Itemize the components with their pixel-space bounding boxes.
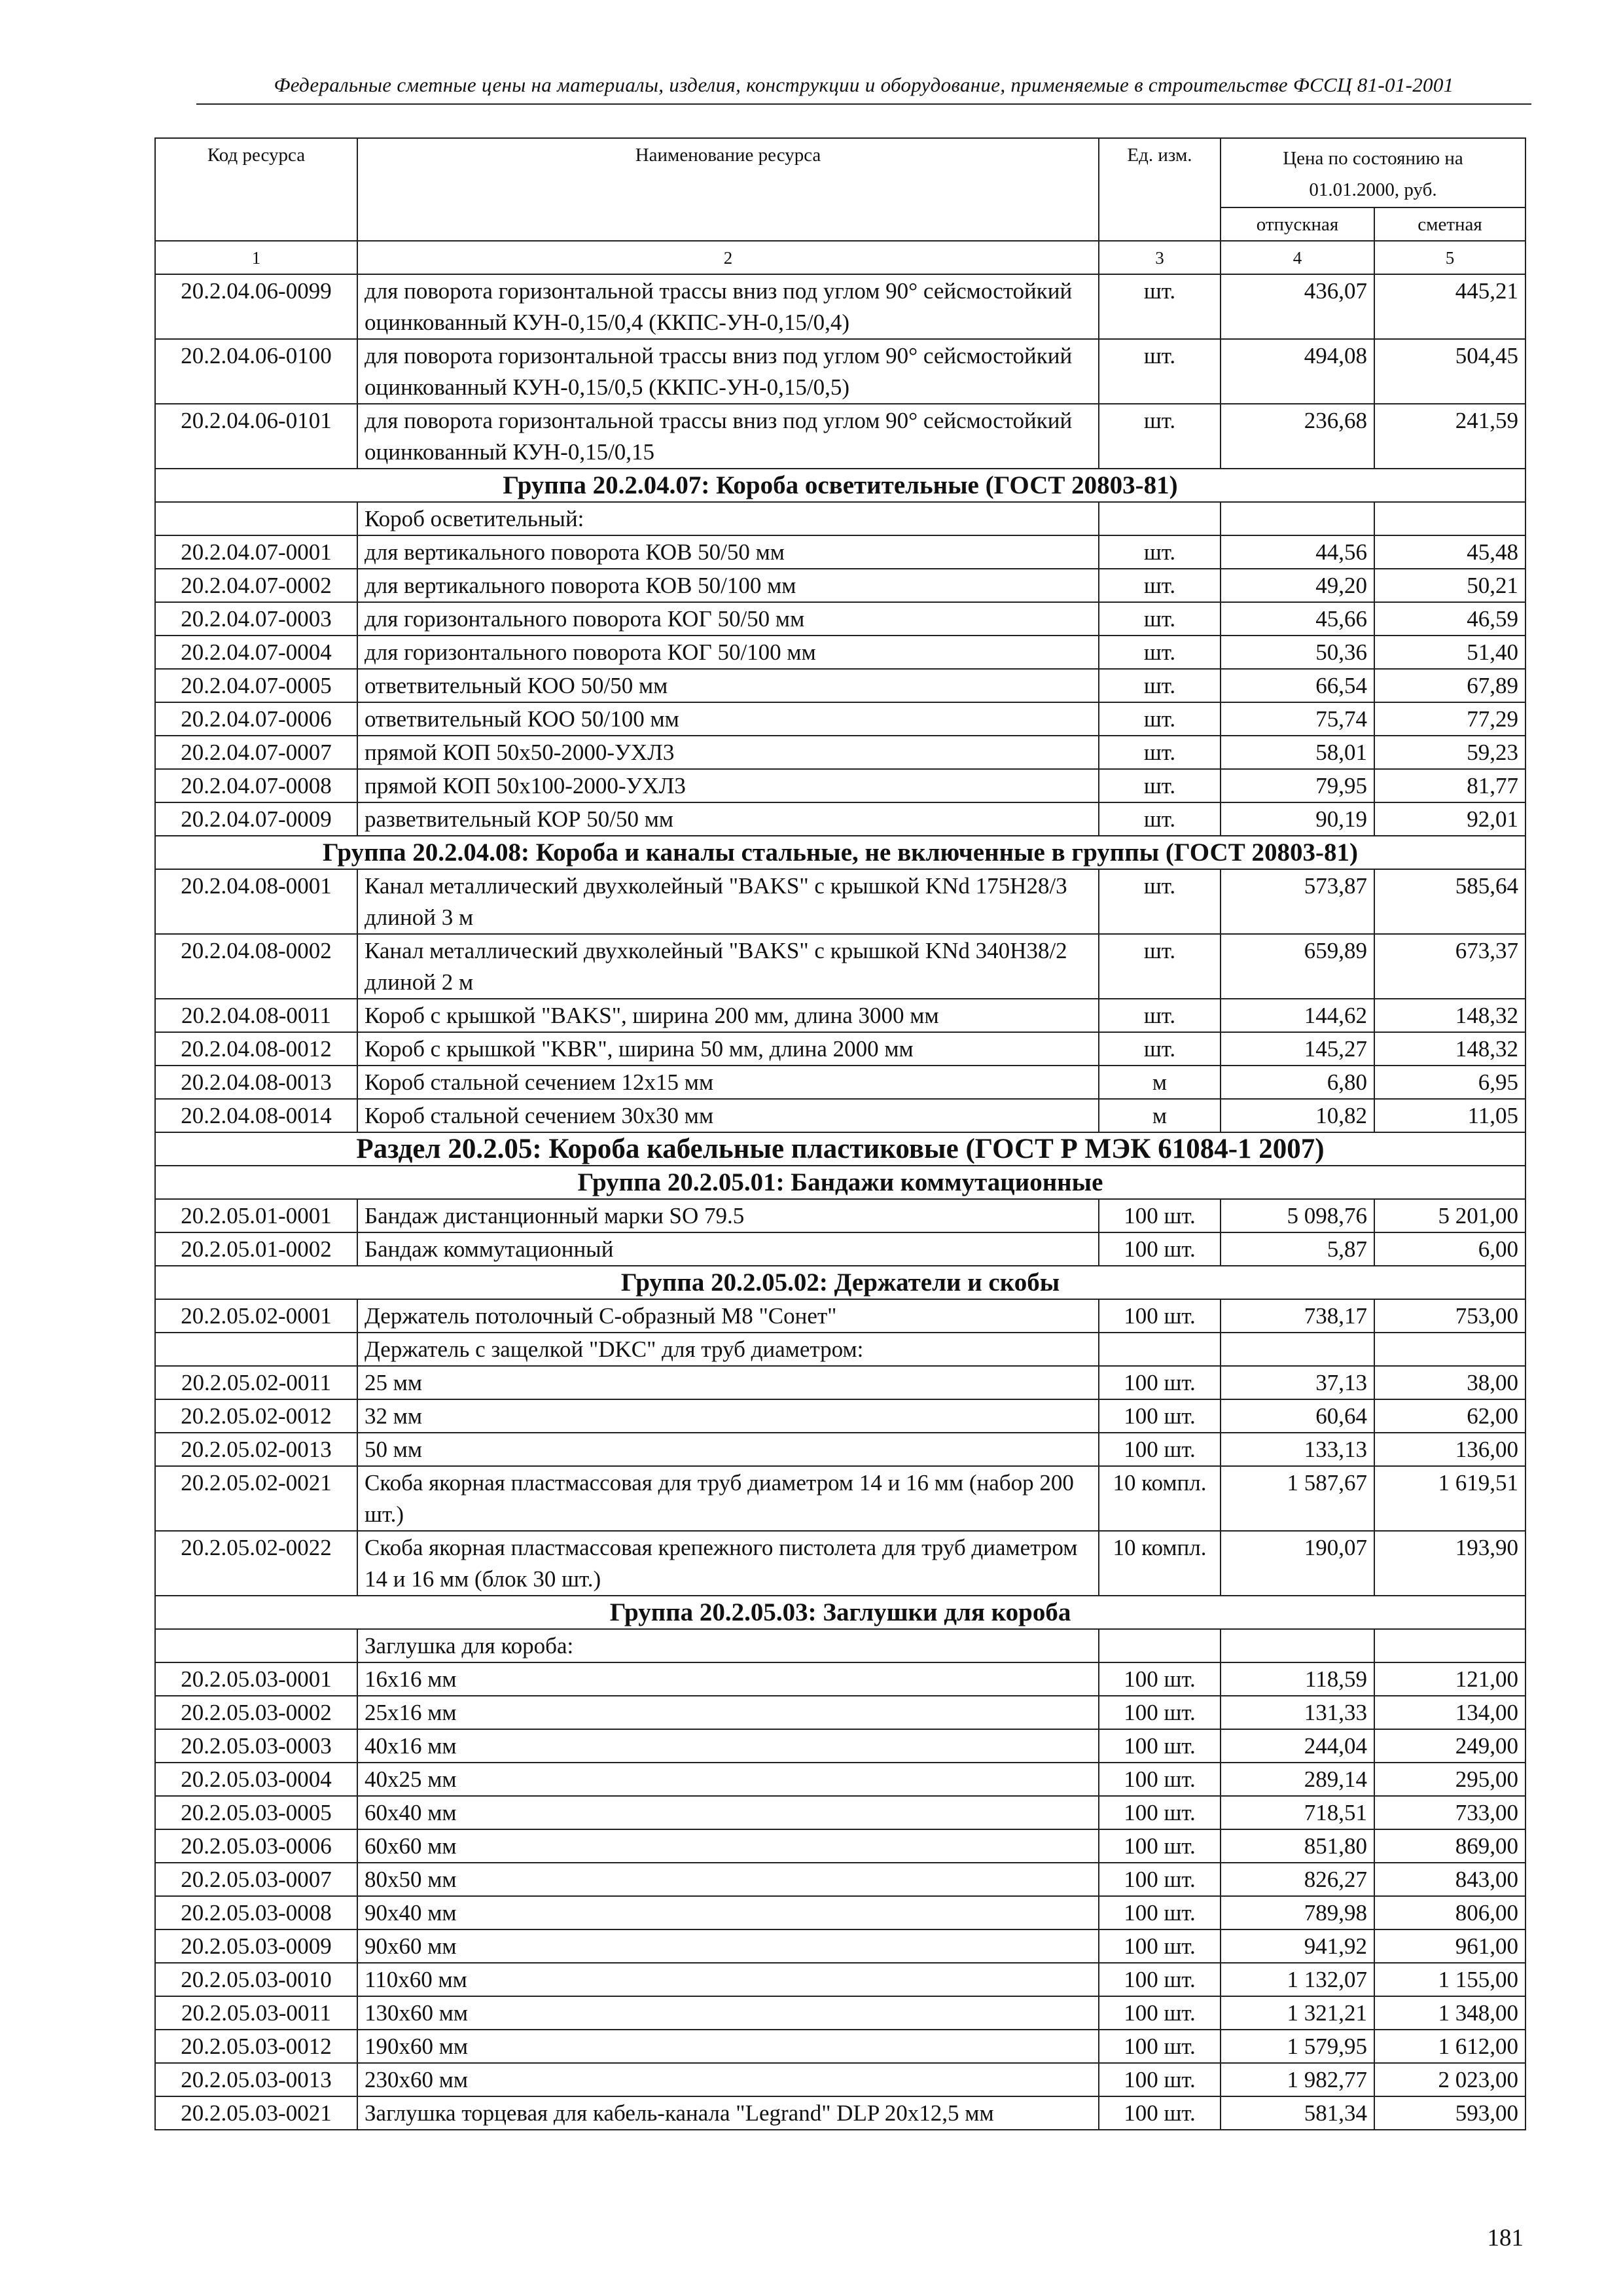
resource-code: 20.2.05.02-0012 bbox=[155, 1399, 357, 1433]
resource-name: Заглушка торцевая для кабель-канала "Legrand" DLP 20х12,5 мм bbox=[357, 2096, 1099, 2130]
release-price: 581,34 bbox=[1221, 2096, 1374, 2130]
group-heading-row bbox=[155, 1596, 1525, 1629]
table-row bbox=[155, 2063, 1525, 2096]
release-price: 436,07 bbox=[1221, 274, 1374, 339]
table-row bbox=[155, 1796, 1525, 1829]
unit-of-measure: 100 шт. bbox=[1099, 1929, 1221, 1963]
unit-of-measure: 100 шт. bbox=[1099, 1433, 1221, 1466]
resource-code: 20.2.04.08-0012 bbox=[155, 1032, 357, 1066]
resource-code: 20.2.05.03-0010 bbox=[155, 1963, 357, 1996]
estimate-price: 961,00 bbox=[1374, 1929, 1525, 1963]
subheading-code-cell bbox=[155, 502, 357, 535]
resource-name: 190х60 мм bbox=[357, 2030, 1099, 2063]
release-price: 1 579,95 bbox=[1221, 2030, 1374, 2063]
col-header-name: Наименование ресурса bbox=[357, 138, 1099, 241]
resource-name: 80х50 мм bbox=[357, 1863, 1099, 1896]
resource-name: для горизонтального поворота КОГ 50/100 мм bbox=[357, 636, 1099, 669]
unit-of-measure: 100 шт. bbox=[1099, 1896, 1221, 1929]
resource-name: для поворота горизонтальной трассы вниз под углом 90° сейсмостойкий оцинкованный КУН-0,15/0,4 (ККПС-УН-0,15/0,4) bbox=[357, 274, 1099, 339]
estimate-price: 673,37 bbox=[1374, 934, 1525, 999]
estimate-price: 45,48 bbox=[1374, 535, 1525, 569]
unit-of-measure: м bbox=[1099, 1099, 1221, 1132]
release-price: 738,17 bbox=[1221, 1299, 1374, 1333]
table-row bbox=[155, 1729, 1525, 1763]
release-price: 289,14 bbox=[1221, 1763, 1374, 1796]
table-row bbox=[155, 1531, 1525, 1596]
table-row bbox=[155, 1696, 1525, 1729]
unit-of-measure: 100 шт. bbox=[1099, 1366, 1221, 1399]
release-price: 190,07 bbox=[1221, 1531, 1374, 1596]
table-row bbox=[155, 1963, 1525, 1996]
table-row bbox=[155, 1662, 1525, 1696]
group-heading-row bbox=[155, 469, 1525, 502]
release-price: 133,13 bbox=[1221, 1433, 1374, 1466]
resource-code: 20.2.04.07-0008 bbox=[155, 769, 357, 802]
table-row bbox=[155, 1996, 1525, 2030]
estimate-price: 5 201,00 bbox=[1374, 1199, 1525, 1232]
subheading-row bbox=[155, 1629, 1525, 1662]
subheading-label: Заглушка для короба: bbox=[357, 1629, 1099, 1662]
subheading-code-cell bbox=[155, 1333, 357, 1366]
table-row bbox=[155, 736, 1525, 769]
col-header-estimate: сметная bbox=[1374, 207, 1525, 241]
unit-of-measure: шт. bbox=[1099, 535, 1221, 569]
resource-name: для горизонтального поворота КОГ 50/50 мм bbox=[357, 602, 1099, 636]
table-row bbox=[155, 2096, 1525, 2130]
resource-name: Бандаж коммутационный bbox=[357, 1232, 1099, 1266]
estimate-price: 753,00 bbox=[1374, 1299, 1525, 1333]
resource-name: 90х60 мм bbox=[357, 1929, 1099, 1963]
release-price: 1 587,67 bbox=[1221, 1466, 1374, 1531]
release-price: 45,66 bbox=[1221, 602, 1374, 636]
release-price: 58,01 bbox=[1221, 736, 1374, 769]
col-number: 4 bbox=[1221, 241, 1374, 274]
unit-of-measure: шт. bbox=[1099, 569, 1221, 602]
table-row bbox=[155, 999, 1525, 1032]
resource-code: 20.2.04.08-0014 bbox=[155, 1099, 357, 1132]
page-number: 181 bbox=[1487, 2225, 1524, 2251]
resource-name: 90х40 мм bbox=[357, 1896, 1099, 1929]
column-number-row bbox=[155, 241, 1525, 274]
release-price: 10,82 bbox=[1221, 1099, 1374, 1132]
release-price: 66,54 bbox=[1221, 669, 1374, 702]
unit-of-measure: шт. bbox=[1099, 934, 1221, 999]
table-row bbox=[155, 2030, 1525, 2063]
unit-of-measure: шт. bbox=[1099, 669, 1221, 702]
table-row bbox=[155, 535, 1525, 569]
estimate-price: 445,21 bbox=[1374, 274, 1525, 339]
resource-name: Канал металлический двухколейный "BAKS" с крышкой KNd 340H38/2 длиной 2 м bbox=[357, 934, 1099, 999]
table-row bbox=[155, 1032, 1525, 1066]
resource-name: Держатель потолочный С-образный М8 "Сонет" bbox=[357, 1299, 1099, 1333]
resource-code: 20.2.04.08-0001 bbox=[155, 869, 357, 934]
release-price: 244,04 bbox=[1221, 1729, 1374, 1763]
release-price: 60,64 bbox=[1221, 1399, 1374, 1433]
resource-code: 20.2.05.03-0013 bbox=[155, 2063, 357, 2096]
subheading-release-cell bbox=[1221, 1629, 1374, 1662]
estimate-price: 806,00 bbox=[1374, 1896, 1525, 1929]
table-row bbox=[155, 1399, 1525, 1433]
resource-code: 20.2.05.03-0004 bbox=[155, 1763, 357, 1796]
resource-code: 20.2.05.03-0009 bbox=[155, 1929, 357, 1963]
group-heading: Группа 20.2.05.03: Заглушки для короба bbox=[155, 1596, 1525, 1629]
unit-of-measure: шт. bbox=[1099, 339, 1221, 404]
resource-name: Скоба якорная пластмассовая крепежного пистолета для труб диаметром 14 и 16 мм (блок 30 шт.) bbox=[357, 1531, 1099, 1596]
resource-name: Канал металлический двухколейный "BAKS" с крышкой KNd 175H28/3 длиной 3 м bbox=[357, 869, 1099, 934]
resource-code: 20.2.05.03-0003 bbox=[155, 1729, 357, 1763]
table-row bbox=[155, 802, 1525, 836]
col-header-code: Код ресурса bbox=[155, 138, 357, 241]
unit-of-measure: 100 шт. bbox=[1099, 1763, 1221, 1796]
group-heading-row bbox=[155, 1266, 1525, 1299]
estimate-price: 51,40 bbox=[1374, 636, 1525, 669]
estimate-price: 869,00 bbox=[1374, 1829, 1525, 1863]
resource-code: 20.2.05.03-0006 bbox=[155, 1829, 357, 1863]
table-row bbox=[155, 1099, 1525, 1132]
release-price: 75,74 bbox=[1221, 702, 1374, 736]
resource-code: 20.2.05.02-0011 bbox=[155, 1366, 357, 1399]
table-row bbox=[155, 1433, 1525, 1466]
unit-of-measure: 100 шт. bbox=[1099, 1299, 1221, 1333]
subheading-release-cell bbox=[1221, 502, 1374, 535]
table-row bbox=[155, 274, 1525, 339]
col-number: 2 bbox=[357, 241, 1099, 274]
estimate-price: 504,45 bbox=[1374, 339, 1525, 404]
resource-name: 130х60 мм bbox=[357, 1996, 1099, 2030]
release-price: 1 321,21 bbox=[1221, 1996, 1374, 2030]
resource-code: 20.2.04.07-0009 bbox=[155, 802, 357, 836]
resource-code: 20.2.04.06-0099 bbox=[155, 274, 357, 339]
resource-name: для поворота горизонтальной трассы вниз под углом 90° сейсмостойкий оцинкованный КУН-0,15/0,15 bbox=[357, 404, 1099, 469]
resource-name: 60х40 мм bbox=[357, 1796, 1099, 1829]
resource-name: для вертикального поворота КОВ 50/100 мм bbox=[357, 569, 1099, 602]
table-row bbox=[155, 934, 1525, 999]
unit-of-measure: шт. bbox=[1099, 602, 1221, 636]
resource-code: 20.2.05.03-0005 bbox=[155, 1796, 357, 1829]
estimate-price: 121,00 bbox=[1374, 1662, 1525, 1696]
group-heading-row bbox=[155, 836, 1525, 869]
estimate-price: 1 348,00 bbox=[1374, 1996, 1525, 2030]
unit-of-measure: м bbox=[1099, 1066, 1221, 1099]
resource-code: 20.2.04.08-0011 bbox=[155, 999, 357, 1032]
estimate-price: 843,00 bbox=[1374, 1863, 1525, 1896]
estimate-price: 1 155,00 bbox=[1374, 1963, 1525, 1996]
table-row bbox=[155, 1929, 1525, 1963]
resource-name: Короб стальной сечением 30х30 мм bbox=[357, 1099, 1099, 1132]
release-price: 718,51 bbox=[1221, 1796, 1374, 1829]
resource-name: 110х60 мм bbox=[357, 1963, 1099, 1996]
table-row bbox=[155, 1066, 1525, 1099]
resource-code: 20.2.04.07-0007 bbox=[155, 736, 357, 769]
unit-of-measure: 100 шт. bbox=[1099, 1696, 1221, 1729]
resource-name: разветвительный КОР 50/50 мм bbox=[357, 802, 1099, 836]
estimate-price: 148,32 bbox=[1374, 999, 1525, 1032]
release-price: 79,95 bbox=[1221, 769, 1374, 802]
release-price: 573,87 bbox=[1221, 869, 1374, 934]
resource-code: 20.2.04.06-0101 bbox=[155, 404, 357, 469]
resource-name: 40х25 мм bbox=[357, 1763, 1099, 1796]
resource-code: 20.2.04.07-0001 bbox=[155, 535, 357, 569]
resource-code: 20.2.04.06-0100 bbox=[155, 339, 357, 404]
group-heading: Группа 20.2.05.02: Держатели и скобы bbox=[155, 1266, 1525, 1299]
unit-of-measure: 100 шт. bbox=[1099, 1796, 1221, 1829]
col-number: 3 bbox=[1099, 241, 1221, 274]
estimate-price: 295,00 bbox=[1374, 1763, 1525, 1796]
unit-of-measure: шт. bbox=[1099, 769, 1221, 802]
unit-of-measure: 100 шт. bbox=[1099, 1232, 1221, 1266]
resource-name: 16х16 мм bbox=[357, 1662, 1099, 1696]
subheading-release-cell bbox=[1221, 1333, 1374, 1366]
section-heading: Раздел 20.2.05: Короба кабельные пластиковые (ГОСТ Р МЭК 61084-1 2007) bbox=[155, 1132, 1525, 1166]
resource-code: 20.2.05.03-0002 bbox=[155, 1696, 357, 1729]
resource-code: 20.2.05.01-0002 bbox=[155, 1232, 357, 1266]
resource-code: 20.2.04.07-0005 bbox=[155, 669, 357, 702]
unit-of-measure: шт. bbox=[1099, 404, 1221, 469]
estimate-price: 81,77 bbox=[1374, 769, 1525, 802]
header-rule bbox=[196, 103, 1531, 105]
subheading-row bbox=[155, 502, 1525, 535]
table-row bbox=[155, 769, 1525, 802]
table-row bbox=[155, 1763, 1525, 1796]
resource-code: 20.2.04.07-0004 bbox=[155, 636, 357, 669]
unit-of-measure: 100 шт. bbox=[1099, 1399, 1221, 1433]
estimate-price: 241,59 bbox=[1374, 404, 1525, 469]
resource-name: прямой КОП 50х50-2000-УХЛ3 bbox=[357, 736, 1099, 769]
resource-name: Короб стальной сечением 12х15 мм bbox=[357, 1066, 1099, 1099]
release-price: 851,80 bbox=[1221, 1829, 1374, 1863]
resource-code: 20.2.05.02-0001 bbox=[155, 1299, 357, 1333]
estimate-price: 249,00 bbox=[1374, 1729, 1525, 1763]
resource-name: 230х60 мм bbox=[357, 2063, 1099, 2096]
table-row bbox=[155, 1199, 1525, 1232]
resource-code: 20.2.05.03-0011 bbox=[155, 1996, 357, 2030]
resource-code: 20.2.05.02-0013 bbox=[155, 1433, 357, 1466]
resource-code: 20.2.05.03-0012 bbox=[155, 2030, 357, 2063]
table-body bbox=[155, 274, 1525, 2130]
unit-of-measure: 100 шт. bbox=[1099, 2030, 1221, 2063]
unit-of-measure: шт. bbox=[1099, 1032, 1221, 1066]
unit-of-measure: 100 шт. bbox=[1099, 1729, 1221, 1763]
group-heading: Группа 20.2.04.07: Короба осветительные (ГОСТ 20803-81) bbox=[155, 469, 1525, 502]
resource-name: 50 мм bbox=[357, 1433, 1099, 1466]
unit-of-measure: 100 шт. bbox=[1099, 1199, 1221, 1232]
release-price: 789,98 bbox=[1221, 1896, 1374, 1929]
release-price: 90,19 bbox=[1221, 802, 1374, 836]
estimate-price: 193,90 bbox=[1374, 1531, 1525, 1596]
table-row bbox=[155, 1366, 1525, 1399]
resource-code: 20.2.04.07-0006 bbox=[155, 702, 357, 736]
release-price: 37,13 bbox=[1221, 1366, 1374, 1399]
resource-code: 20.2.04.07-0003 bbox=[155, 602, 357, 636]
release-price: 49,20 bbox=[1221, 569, 1374, 602]
estimate-price: 733,00 bbox=[1374, 1796, 1525, 1829]
running-header: Федеральные сметные цены на материалы, изделия, конструкции и оборудование, применяемые в строительстве ФССЦ 81-01-2001 bbox=[274, 73, 1454, 96]
estimate-price: 1 612,00 bbox=[1374, 2030, 1525, 2063]
table-row bbox=[155, 869, 1525, 934]
unit-of-measure: шт. bbox=[1099, 274, 1221, 339]
unit-of-measure: шт. bbox=[1099, 702, 1221, 736]
unit-of-measure: шт. bbox=[1099, 736, 1221, 769]
release-price: 494,08 bbox=[1221, 339, 1374, 404]
table-row bbox=[155, 339, 1525, 404]
estimate-price: 50,21 bbox=[1374, 569, 1525, 602]
resource-name: Бандаж дистанционный марки SO 79.5 bbox=[357, 1199, 1099, 1232]
unit-of-measure: 10 компл. bbox=[1099, 1531, 1221, 1596]
subheading-unit-cell bbox=[1099, 1333, 1221, 1366]
subheading-estimate-cell bbox=[1374, 1333, 1525, 1366]
estimate-price: 593,00 bbox=[1374, 2096, 1525, 2130]
resource-name: для вертикального поворота КОВ 50/50 мм bbox=[357, 535, 1099, 569]
table-row bbox=[155, 1232, 1525, 1266]
resource-name: ответвительный КОО 50/100 мм bbox=[357, 702, 1099, 736]
release-price: 118,59 bbox=[1221, 1662, 1374, 1696]
col-header-release: отпускная bbox=[1221, 207, 1374, 241]
col-header-unit: Ед. изм. bbox=[1099, 138, 1221, 241]
release-price: 941,92 bbox=[1221, 1929, 1374, 1963]
table-row bbox=[155, 1299, 1525, 1333]
resource-name: Скоба якорная пластмассовая для труб диаметром 14 и 16 мм (набор 200 шт.) bbox=[357, 1466, 1099, 1531]
unit-of-measure: 100 шт. bbox=[1099, 1963, 1221, 1996]
estimate-price: 134,00 bbox=[1374, 1696, 1525, 1729]
estimate-price: 11,05 bbox=[1374, 1099, 1525, 1132]
resource-name: Короб с крышкой "KBR", ширина 50 мм, длина 2000 мм bbox=[357, 1032, 1099, 1066]
unit-of-measure: 100 шт. bbox=[1099, 1996, 1221, 2030]
table-row bbox=[155, 1896, 1525, 1929]
estimate-price: 6,00 bbox=[1374, 1232, 1525, 1266]
estimate-price: 92,01 bbox=[1374, 802, 1525, 836]
col-number: 1 bbox=[155, 241, 357, 274]
release-price: 659,89 bbox=[1221, 934, 1374, 999]
table-row bbox=[155, 569, 1525, 602]
unit-of-measure: 100 шт. bbox=[1099, 2096, 1221, 2130]
table-row bbox=[155, 636, 1525, 669]
resource-name: 25 мм bbox=[357, 1366, 1099, 1399]
estimate-price: 2 023,00 bbox=[1374, 2063, 1525, 2096]
estimate-price: 6,95 bbox=[1374, 1066, 1525, 1099]
group-heading: Группа 20.2.04.08: Короба и каналы стальные, не включенные в группы (ГОСТ 20803-81) bbox=[155, 836, 1525, 869]
group-heading-row bbox=[155, 1166, 1525, 1199]
release-price: 5,87 bbox=[1221, 1232, 1374, 1266]
release-price: 50,36 bbox=[1221, 636, 1374, 669]
table-row bbox=[155, 404, 1525, 469]
unit-of-measure: шт. bbox=[1099, 802, 1221, 836]
release-price: 144,62 bbox=[1221, 999, 1374, 1032]
subheading-label: Держатель с защелкой "DKC" для труб диаметром: bbox=[357, 1333, 1099, 1366]
estimate-price: 62,00 bbox=[1374, 1399, 1525, 1433]
subheading-unit-cell bbox=[1099, 502, 1221, 535]
estimate-price: 136,00 bbox=[1374, 1433, 1525, 1466]
resource-name: 60х60 мм bbox=[357, 1829, 1099, 1863]
estimate-price: 59,23 bbox=[1374, 736, 1525, 769]
estimate-price: 46,59 bbox=[1374, 602, 1525, 636]
release-price: 131,33 bbox=[1221, 1696, 1374, 1729]
resource-name: 25х16 мм bbox=[357, 1696, 1099, 1729]
unit-of-measure: шт. bbox=[1099, 636, 1221, 669]
unit-of-measure: 100 шт. bbox=[1099, 1863, 1221, 1896]
table-row bbox=[155, 669, 1525, 702]
subheading-estimate-cell bbox=[1374, 1629, 1525, 1662]
estimate-price: 148,32 bbox=[1374, 1032, 1525, 1066]
table-row bbox=[155, 1829, 1525, 1863]
resource-code: 20.2.04.08-0002 bbox=[155, 934, 357, 999]
resource-code: 20.2.05.03-0001 bbox=[155, 1662, 357, 1696]
release-price: 6,80 bbox=[1221, 1066, 1374, 1099]
resource-code: 20.2.04.07-0002 bbox=[155, 569, 357, 602]
table-row bbox=[155, 1466, 1525, 1531]
unit-of-measure: 10 компл. bbox=[1099, 1466, 1221, 1531]
subheading-code-cell bbox=[155, 1629, 357, 1662]
release-price: 5 098,76 bbox=[1221, 1199, 1374, 1232]
unit-of-measure: 100 шт. bbox=[1099, 1662, 1221, 1696]
resource-code: 20.2.05.02-0021 bbox=[155, 1466, 357, 1531]
resource-name: ответвительный КОО 50/50 мм bbox=[357, 669, 1099, 702]
resource-name: прямой КОП 50х100-2000-УХЛ3 bbox=[357, 769, 1099, 802]
resource-name: Короб с крышкой "BAKS", ширина 200 мм, длина 3000 мм bbox=[357, 999, 1099, 1032]
release-price: 145,27 bbox=[1221, 1032, 1374, 1066]
group-heading: Группа 20.2.05.01: Бандажи коммутационные bbox=[155, 1166, 1525, 1199]
col-header-price: Цена по состоянию на 01.01.2000, руб. bbox=[1221, 138, 1525, 207]
price-table bbox=[154, 137, 1526, 2130]
resource-name: 40х16 мм bbox=[357, 1729, 1099, 1763]
resource-name: 32 мм bbox=[357, 1399, 1099, 1433]
release-price: 44,56 bbox=[1221, 535, 1374, 569]
resource-code: 20.2.05.03-0021 bbox=[155, 2096, 357, 2130]
release-price: 826,27 bbox=[1221, 1863, 1374, 1896]
release-price: 1 132,07 bbox=[1221, 1963, 1374, 1996]
resource-code: 20.2.05.02-0022 bbox=[155, 1531, 357, 1596]
resource-code: 20.2.05.01-0001 bbox=[155, 1199, 357, 1232]
subheading-row bbox=[155, 1333, 1525, 1366]
estimate-price: 1 619,51 bbox=[1374, 1466, 1525, 1531]
table-row bbox=[155, 702, 1525, 736]
estimate-price: 585,64 bbox=[1374, 869, 1525, 934]
estimate-price: 38,00 bbox=[1374, 1366, 1525, 1399]
release-price: 236,68 bbox=[1221, 404, 1374, 469]
estimate-price: 77,29 bbox=[1374, 702, 1525, 736]
subheading-label: Короб осветительный: bbox=[357, 502, 1099, 535]
subheading-unit-cell bbox=[1099, 1629, 1221, 1662]
unit-of-measure: шт. bbox=[1099, 999, 1221, 1032]
resource-code: 20.2.04.08-0013 bbox=[155, 1066, 357, 1099]
resource-code: 20.2.05.03-0008 bbox=[155, 1896, 357, 1929]
subheading-estimate-cell bbox=[1374, 502, 1525, 535]
resource-name: для поворота горизонтальной трассы вниз под углом 90° сейсмостойкий оцинкованный КУН-0,15/0,5 (ККПС-УН-0,15/0,5) bbox=[357, 339, 1099, 404]
resource-code: 20.2.05.03-0007 bbox=[155, 1863, 357, 1896]
release-price: 1 982,77 bbox=[1221, 2063, 1374, 2096]
unit-of-measure: 100 шт. bbox=[1099, 1829, 1221, 1863]
table-row bbox=[155, 602, 1525, 636]
estimate-price: 67,89 bbox=[1374, 669, 1525, 702]
table-row bbox=[155, 1863, 1525, 1896]
unit-of-measure: шт. bbox=[1099, 869, 1221, 934]
table-header-row bbox=[155, 138, 1525, 207]
col-number: 5 bbox=[1374, 241, 1525, 274]
section-heading-row bbox=[155, 1132, 1525, 1166]
unit-of-measure: 100 шт. bbox=[1099, 2063, 1221, 2096]
